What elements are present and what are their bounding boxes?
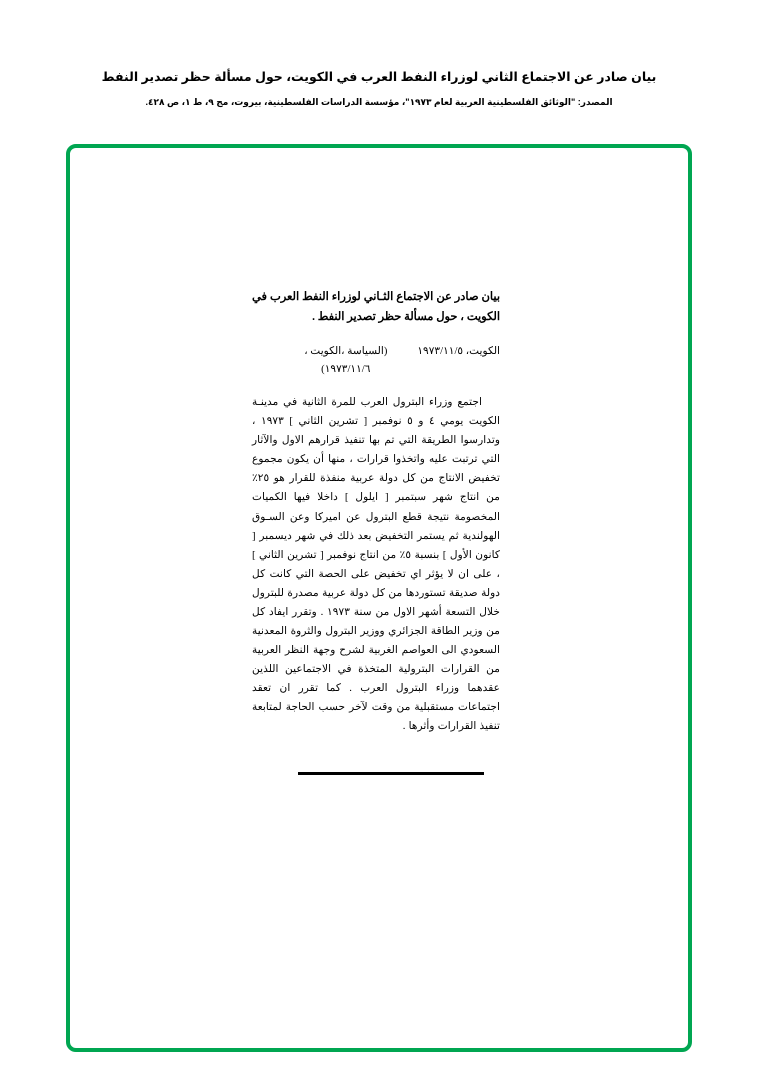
source-reference-line-2: ١٩٧٣/١١/٦) — [321, 364, 371, 376]
page-title: بيان صادر عن الاجتماع الثاني لوزراء النفط العرب في الكويت، حول مسألة حظر تصدير النفط — [101, 70, 657, 84]
document-heading: بيان صادر عن الاجتماع الثـاني لوزراء النفط العرب في الكويت ، حول مسألة حظر تصدير النفط . — [252, 291, 500, 323]
source-reference-line-1: (السياسة ،الكويت ، — [304, 346, 388, 358]
document-body-paragraph: اجتمع وزراء البترول العرب للمرة الثانية في مدينـة الكويت يومي ٤ و ٥ نوفمبر [ تشرين الثاني ] ١٩٧٣ ، وتدارسوا الطريقة التي تم بها تنفيذ قرارهم الاول والآثار التي ترتبت عليه واتخذوا قرارات ، منها أن يكون مجموع تخفيض الانتاج من كل دولة عربية منفذة للقرار هو ٢٥٪ من انتاج شهر سبتمبر [ ايلول ] داخلا فيها الكميات المخصومة نتيجة قطع البترول عن اميركا وعن السـوق الهولندية ثم يستمر التخفيض بعد ذلك في شهر ديسمبر [ كانون الأول ] بنسبة ٥٪ من انتاج نوفمبر [ تشرين الثاني ] ، على ان لا يؤثر اي تخفيض على الحصة التي كانت كل دولة صديقة تستوردها من كل دولة عربية مصدرة للبترول خلال التسعة أشهر الاول من سنة ١٩٧٣ . وتقرر ايفاد كل من وزير الطاقة الجزائري ووزير البترول والثروة المعدنية السعودي الى العواصم الغربية لشرح وجهة النظر العربية من القرارات البترولية المتخذة في الاجتماعين اللذين عقدهما وزراء البترول العرب . كما تقرر ان تعقد اجتماعات مستقبلية من وقت لآخر حسب الحاجة لمتابعة تنفيذ القرارات وأثرها . — [252, 396, 500, 733]
dateline — [252, 343, 500, 379]
source-reference — [304, 343, 387, 379]
place-and-date: الكويت، ١٩٧٣/١١/٥ — [417, 346, 500, 358]
scanned-page-content — [70, 148, 688, 1048]
source-citation: المصدر: "الوثائق الفلسطينية العربية لعام ١٩٧٣"، مؤسسة الدراسات الفلسطينية، بيروت، مج ٩، ط ١، ص ٤٢٨. — [145, 96, 613, 107]
scanned-page-frame — [66, 144, 692, 1052]
document-text-block — [252, 288, 500, 736]
page-header — [0, 68, 758, 109]
horizontal-rule — [298, 772, 484, 775]
